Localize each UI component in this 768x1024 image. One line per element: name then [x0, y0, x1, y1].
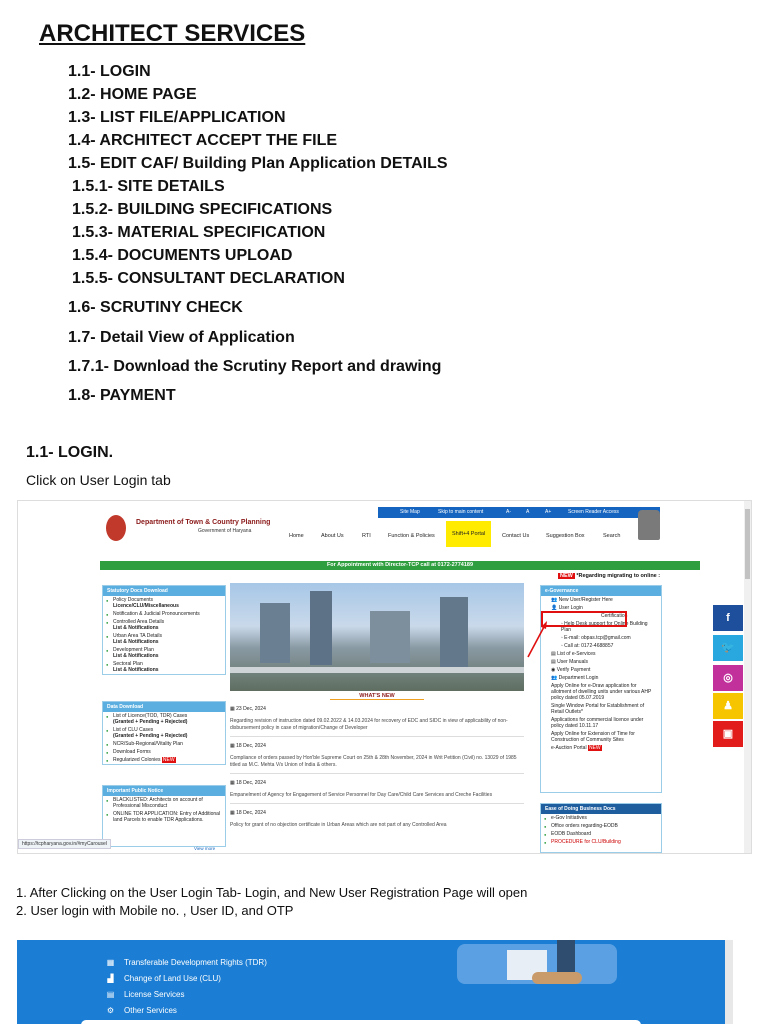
help-desk-text: ◦ Help Desk support for Online Building Plan: [561, 621, 648, 633]
gear-icon: ⚙: [106, 1006, 115, 1015]
toc-item: 1.3- LIST FILE/APPLICATION: [68, 109, 286, 126]
panel-title: Important Public Notice: [103, 786, 225, 796]
site-header: [18, 501, 751, 557]
phone-illustration: [557, 940, 575, 974]
twitter-icon[interactable]: 🐦: [713, 635, 743, 661]
retail-outlets-link[interactable]: Single Window Portal for Establishment of Retail Outlets*: [551, 703, 645, 715]
nav-rti[interactable]: RTI: [362, 533, 371, 539]
login-bar[interactable]: [81, 1020, 641, 1024]
document-title: ARCHITECT SERVICES: [39, 20, 306, 47]
news-date: ▦ 18 Dec, 2024: [230, 743, 266, 749]
e-services-link[interactable]: ▤ List of e-Services: [551, 651, 596, 657]
panel-title: Data Download: [103, 702, 225, 712]
dept-name: Department of Town & Country Planning: [136, 519, 271, 526]
whats-new-title: WHAT'S NEW: [330, 693, 424, 700]
dept-logo-icon: [106, 515, 126, 541]
status-url: https://tcpharyana.gov.in/#myCarousel: [18, 839, 111, 849]
skip-content-link[interactable]: Skip to main content: [438, 509, 484, 515]
list-item[interactable]: ● Download Forms: [103, 748, 225, 756]
toc-item: 1.5.5- CONSULTANT DECLARATION: [72, 270, 345, 287]
section-heading: 1.1- LOGIN.: [26, 444, 114, 461]
toc-item: 1.2- HOME PAGE: [68, 86, 197, 103]
new-user-register-link[interactable]: 👥 New User/Register Here: [551, 597, 613, 603]
toc-item: 1.5- EDIT CAF/ Building Plan Application DETAILS: [68, 155, 448, 172]
toc-item: 1.7- Detail View of Application: [68, 329, 295, 346]
view-more-link[interactable]: View more: [194, 846, 216, 851]
youtube-icon[interactable]: ▣: [713, 721, 743, 747]
clu-icon: ▟: [107, 974, 114, 983]
panel-title: Statutory Docs Download: [103, 586, 225, 596]
city-banner-image: [230, 583, 524, 691]
new-badge: NEW: [162, 757, 175, 763]
list-item[interactable]: ● Sectoral Plan List & Notifications: [103, 660, 225, 674]
step-item: 1. After Clicking on the User Login Tab- Login, and New User Registration Page will open: [16, 885, 528, 900]
phone-text: ◦ Call at: 0172-4688857: [561, 643, 614, 649]
instagram-icon[interactable]: ◎: [713, 665, 743, 691]
panel-title: e-Governance: [541, 586, 661, 596]
list-item[interactable]: ● ONLINE TDR APPLICATION: Entry of Additional land Parcels to enable TDR Applications.: [103, 810, 225, 824]
user-login-link[interactable]: 👤 User Login: [551, 605, 583, 611]
e-draw-link[interactable]: Apply Online for e-Draw application for allotment of dwelling units under various AHP policy dated 05.07.2019: [551, 683, 652, 701]
govt-name: Government of Haryana: [198, 528, 252, 534]
list-item[interactable]: ● e-Gov Initiatives: [541, 814, 661, 822]
news-item[interactable]: Compliance of orders passed by Hon'ble Supreme Court on 25th & 28th November, 2024 in Writ Petition (Civil) no. 13029 of 1985 titled as M.C. Mehta V/s Union of India & others.: [230, 755, 517, 768]
nav-portal[interactable]: Shift+4 Portal: [446, 521, 491, 547]
nav-suggestion[interactable]: Suggestion Box: [546, 533, 585, 539]
verify-payment-link[interactable]: ◉ Verify Payment: [551, 667, 591, 673]
list-item[interactable]: ● Office orders regarding-EODB: [541, 822, 661, 830]
department-login-link[interactable]: 👥 Department Login: [551, 675, 599, 681]
section-instruction: Click on User Login tab: [26, 472, 171, 488]
steps-list: [16, 884, 527, 920]
news-item[interactable]: Policy for grant of no objection certificate in Urban Areas which are not part of any Controlled Area: [230, 822, 447, 828]
license-icon: ▤: [106, 990, 115, 999]
website-screenshot: [17, 500, 752, 854]
list-item[interactable]: ● EODB Dashboard: [541, 830, 661, 838]
toc-item: 1.4- ARCHITECT ACCEPT THE FILE: [68, 132, 338, 149]
user-manuals-link[interactable]: ▤ User Manuals: [551, 659, 588, 665]
news-date: ▦ 23 Dec, 2024: [230, 706, 266, 712]
certification-link[interactable]: Certification: [601, 613, 628, 619]
tdr-icon: ▦: [106, 958, 115, 967]
nav-functions[interactable]: Function & Policies: [388, 533, 435, 539]
important-notice-panel: [102, 785, 226, 847]
menu-item-license[interactable]: ▤ License Services: [106, 990, 185, 999]
list-item[interactable]: ● List of CLU Cases (Granted + Pending + Rejected): [103, 726, 225, 740]
whats-new-section: [230, 693, 524, 829]
toc-item: 1.8- PAYMENT: [68, 387, 176, 404]
list-item[interactable]: ● Notification & Judicial Pronouncements: [103, 610, 225, 618]
list-item[interactable]: ● Development Plan List & Notifications: [103, 646, 225, 660]
news-date: ▦ 18 Dec, 2024: [230, 810, 266, 816]
menu-item-clu[interactable]: ▟ Change of Land Use (CLU): [105, 974, 221, 983]
list-item[interactable]: ● Policy Documents Licence/CLU/Miscellaneous: [103, 596, 225, 610]
scrollbar[interactable]: [725, 940, 733, 1024]
appointment-banner: For Appointment with Director-TCP call at 0172-2774189: [100, 561, 700, 570]
hand-illustration: [532, 972, 582, 984]
extension-link[interactable]: Apply Online for Extension of Time for Construction of Community Sites: [551, 731, 635, 743]
ease-of-business-panel: [540, 803, 662, 853]
nav-contact[interactable]: Contact Us: [502, 533, 530, 539]
scrollbar[interactable]: [744, 501, 751, 853]
site-map-link[interactable]: Site Map: [400, 509, 420, 515]
step-item: 2. User login with Mobile no. , User ID, and OTP: [16, 903, 294, 918]
toc-item: 1.5.1- SITE DETAILS: [72, 178, 225, 195]
news-item[interactable]: Empanelment of Agency for Engagement of Service Personnel for Day Care/Child Care Services and Creche Facilities: [230, 792, 493, 798]
pointer-arrow-icon: [526, 621, 548, 659]
commercial-licence-link[interactable]: Applications for commercial licence under policy dated 10.11.17: [551, 717, 644, 729]
services-screenshot: [17, 940, 733, 1024]
toc-item: 1.1- LOGIN: [68, 63, 151, 80]
statutory-docs-panel: [102, 585, 226, 675]
snapchat-icon[interactable]: ♟: [713, 693, 743, 719]
nav-search[interactable]: Search: [603, 533, 621, 539]
font-decrease[interactable]: A-: [506, 509, 511, 515]
news-date: ▦ 18 Dec, 2024: [230, 780, 266, 786]
toc-item: 1.5.2- BUILDING SPECIFICATIONS: [72, 201, 333, 218]
toc-item: 1.5.4- DOCUMENTS UPLOAD: [72, 247, 293, 264]
new-badge: NEW: [588, 745, 601, 751]
screen-reader-link[interactable]: Screen Reader Access: [568, 509, 619, 515]
toc-item: 1.5.3- MATERIAL SPECIFICATION: [72, 224, 326, 241]
list-item[interactable]: ● List of Licence(TOD, TDR) Cases (Granted + Pending + Rejected): [103, 712, 225, 726]
news-marquee: NEW *Regarding migrating to online :: [560, 573, 661, 579]
nav-home[interactable]: Home: [289, 533, 304, 539]
toc-item: 1.7.1- Download the Scrutiny Report and drawing: [68, 358, 442, 375]
menu-item-other[interactable]: ⚙ Other Services: [106, 1006, 177, 1015]
list-item[interactable]: ● NCR/Sub-Regional/Vitality Plan: [103, 740, 225, 748]
list-item[interactable]: ● PROCEDURE for CLU/Building: [541, 838, 661, 846]
font-normal[interactable]: A: [526, 509, 530, 515]
new-badge: NEW: [560, 573, 573, 579]
user-login-highlight: [541, 611, 627, 627]
news-item[interactable]: Regarding revision of instruction dated 09.02.2022 & 14.03.2024 for recovery of EDC and SIDC in view of applicability of non-disbursement policy in case of migration/Change of Developer: [230, 718, 508, 731]
email-text: ◦ E-mail: obpas.tcp@gmail.com: [561, 635, 631, 641]
menu-item-tdr[interactable]: ▦ Transferable Development Rights (TDR): [106, 958, 267, 967]
list-item[interactable]: ● BLACKLISTED: Architects on account of Professional Misconduct: [103, 796, 225, 810]
facebook-icon[interactable]: f: [713, 605, 743, 631]
data-download-panel: [102, 701, 226, 765]
e-auction-link[interactable]: e-Auction Portal NEW: [551, 745, 601, 751]
panel-title: Ease of Doing Business Docs: [541, 804, 661, 814]
font-increase[interactable]: A+: [545, 509, 552, 515]
toc-item: 1.6- SCRUTINY CHECK: [68, 299, 243, 316]
state-emblem-icon: [638, 510, 660, 540]
list-item[interactable]: ● Urban Area TA Details List & Notifications: [103, 632, 225, 646]
utility-bar: [378, 507, 660, 518]
list-item[interactable]: ● Regularized Colonies NEW: [103, 756, 225, 764]
list-item[interactable]: ● Controlled Area Details List & Notifications: [103, 618, 225, 632]
nav-about[interactable]: About Us: [321, 533, 344, 539]
